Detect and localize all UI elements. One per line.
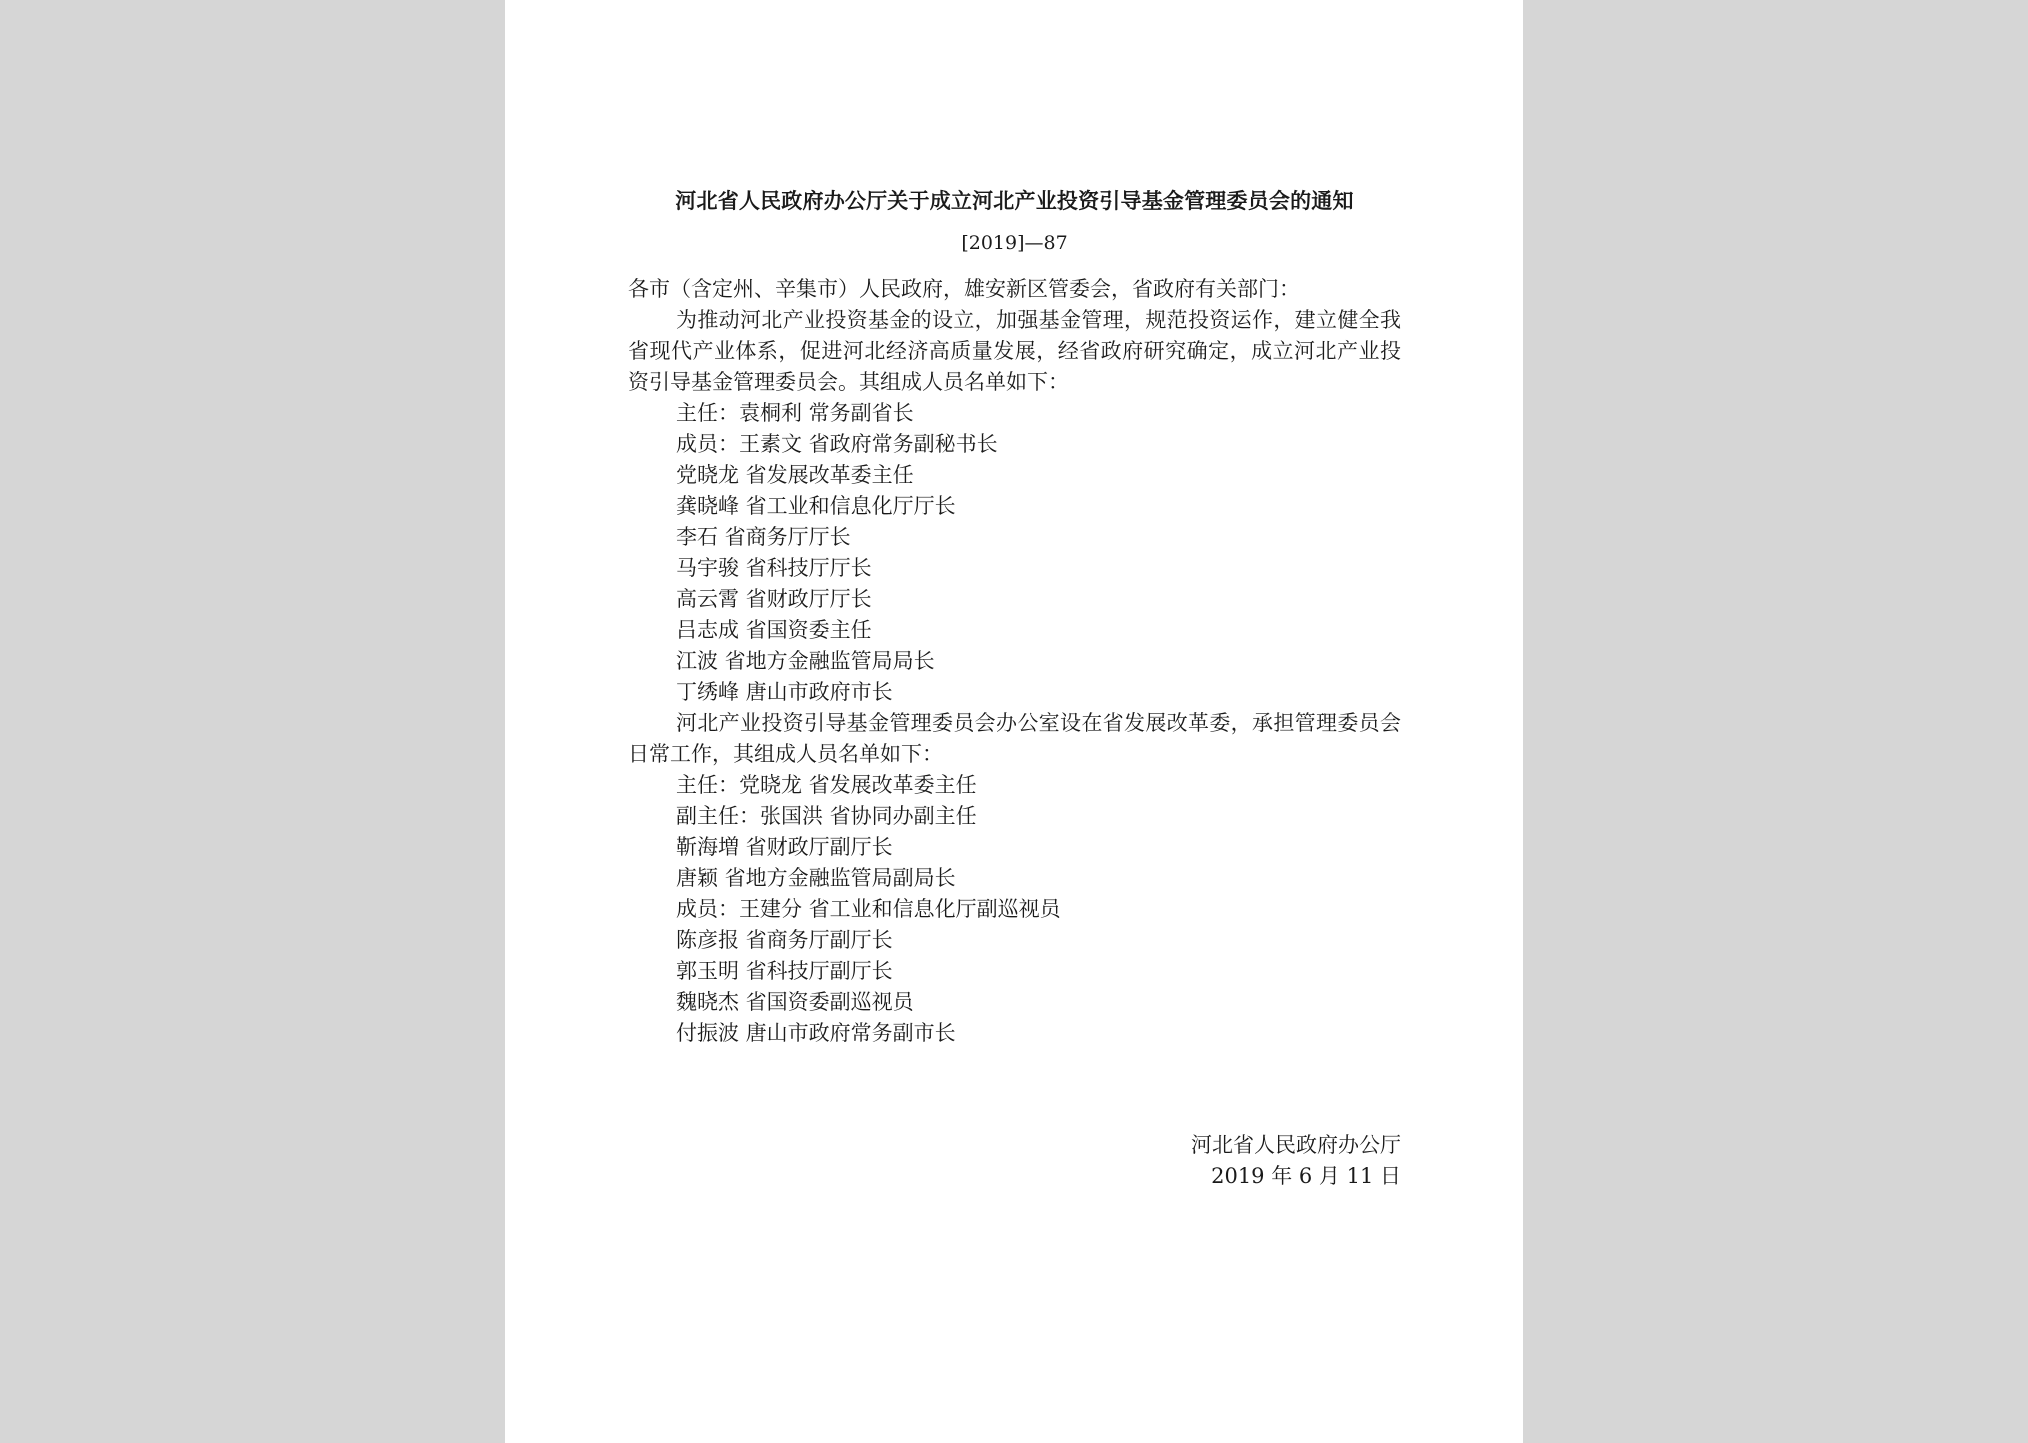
list-item: 靳海増 省财政厅副厅长 — [676, 835, 893, 859]
list-item: 成员：王素文 省政府常务副秘书长 — [676, 432, 998, 456]
list-item: 郭玉明 省科技厅副厅长 — [676, 959, 893, 983]
list-item: 丁绣峰 唐山市政府市长 — [676, 680, 893, 704]
issue-date: 2019 年 6 月 11 日 — [1211, 1164, 1401, 1188]
list-item: 吕志成 省国资委主任 — [676, 618, 872, 642]
signature-block — [1191, 1130, 1401, 1192]
list-item: 唐颖 省地方金融监管局副局长 — [676, 866, 956, 890]
document-body — [628, 180, 1401, 1188]
list-item: 副主任：张国洪 省协同办副主任 — [676, 804, 977, 828]
document-page — [505, 0, 1523, 1443]
list-item: 高云霄 省财政厅厅长 — [676, 587, 872, 611]
list-item: 魏晓杰 省国资委副巡视员 — [676, 990, 914, 1014]
intro-paragraph: 为推动河北产业投资基金的设立，加强基金管理，规范投资运作，建立健全我省现代产业体系，促进河北经济高质量发展，经省政府研究确定，成立河北产业投资引导基金管理委员会。其组成人员名单如下： — [628, 308, 1401, 394]
list-item: 陈彦报 省商务厅副厅长 — [676, 928, 893, 952]
list-item: 主任：党晓龙 省发展改革委主任 — [676, 773, 977, 797]
list-item: 马宇骏 省科技厅厅长 — [676, 556, 872, 580]
document-title: 河北省人民政府办公厅关于成立河北产业投资引导基金管理委员会的通知 — [675, 188, 1354, 213]
committee-member-list — [628, 398, 1401, 708]
list-item: 李石 省商务厅厅长 — [676, 525, 851, 549]
office-member-list — [628, 770, 1401, 1049]
issuer-name: 河北省人民政府办公厅 — [1191, 1133, 1401, 1157]
document-number: [2019]—87 — [961, 232, 1068, 254]
list-item: 党晓龙 省发展改革委主任 — [676, 463, 914, 487]
list-item: 江波 省地方金融监管局局长 — [676, 649, 935, 673]
office-paragraph: 河北产业投资引导基金管理委员会办公室设在省发展改革委，承担管理委员会日常工作，其组成人员名单如下： — [628, 711, 1401, 766]
list-item: 主任：袁桐利 常务副省长 — [676, 401, 914, 425]
list-item: 成员：王建分 省工业和信息化厅副巡视员 — [676, 897, 1061, 921]
list-item: 龚晓峰 省工业和信息化厅厅长 — [676, 494, 956, 518]
recipients-line: 各市（含定州、辛集市）人民政府，雄安新区管委会，省政府有关部门： — [628, 277, 1300, 301]
list-item: 付振波 唐山市政府常务副市长 — [676, 1021, 956, 1045]
